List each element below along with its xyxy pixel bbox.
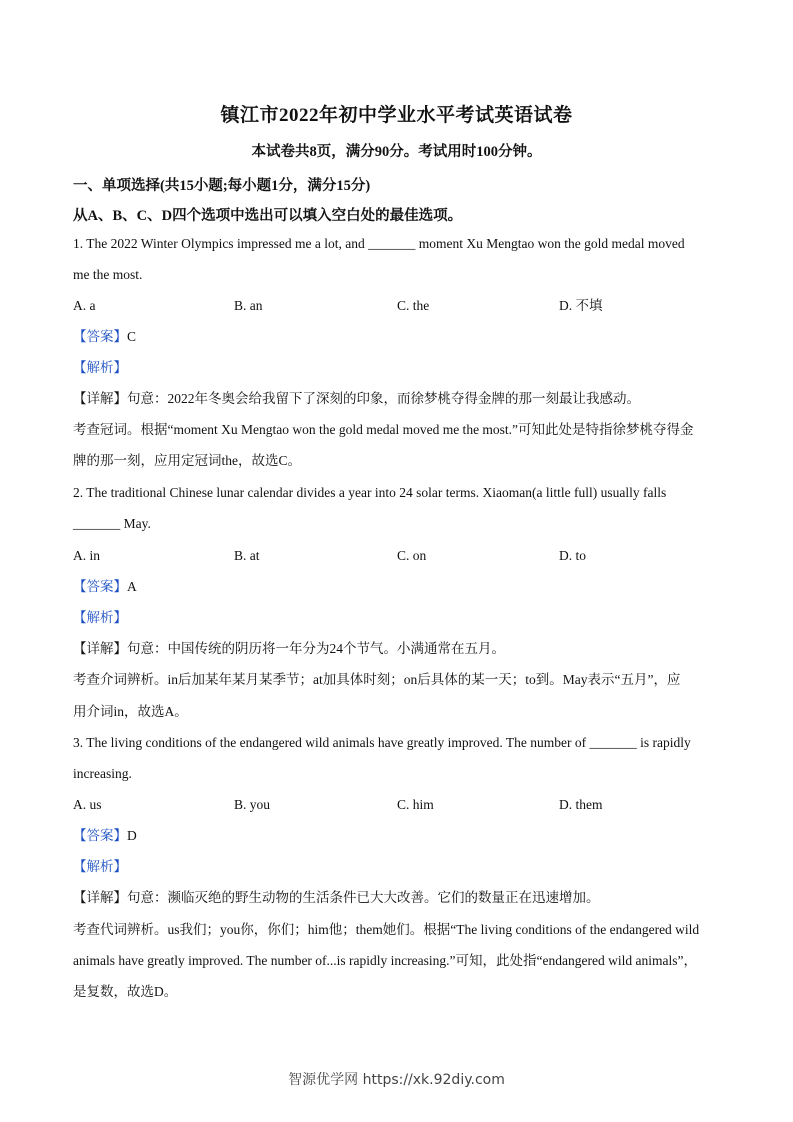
section-instruction: 从A、B、C、D四个选项中选出可以填入空白处的最佳选项。: [73, 208, 463, 224]
question-stem: 1. The 2022 Winter Olympics impressed me a lot, and _______ moment Xu Mengtao won the gold medal moved: [73, 236, 685, 251]
option-b: B. an: [234, 298, 263, 313]
analysis-tag: 【解析】: [73, 859, 127, 874]
detail-text: 句意：2022年冬奥会给我留下了深刻的印象，而徐梦桃夺得金牌的那一刻最让我感动。: [127, 391, 640, 406]
detail-line: [73, 640, 733, 658]
detail-tag: 【详解】: [73, 890, 127, 905]
option-b: B. you: [234, 797, 271, 812]
detail-line: 用介词in，故选A。: [73, 704, 188, 719]
detail-line: 牌的那一刻，应用定冠词the，故选C。: [73, 453, 301, 468]
option-a: A. in: [73, 548, 100, 563]
detail-line: [73, 889, 733, 907]
answer-value: D: [127, 828, 137, 843]
option-d: D. them: [559, 797, 603, 812]
option-d: D. 不填: [559, 298, 603, 313]
detail-line: 考查代词辨析。us我们；you你，你们；him他；them她们。根据“The living conditions of the endangered wild: [73, 922, 700, 937]
exam-subtitle: 本试卷共8页，满分90分。考试用时100分钟。: [251, 144, 542, 160]
detail-text: 句意：中国传统的阴历将一年分为24个节气。小满通常在五月。: [127, 641, 505, 656]
question-stem: 3. The living conditions of the endangered wild animals have greatly improved. The number of _______ is rapidly: [73, 735, 691, 750]
option-d: D. to: [559, 548, 586, 563]
page-title: 镇江市2022年初中学业水平考试英语试卷: [220, 105, 573, 126]
option-a: A. a: [73, 298, 96, 313]
detail-line: 考查介词辨析。in后加某年某月某季节；at加具体时刻；on后具体的某一天；to到。May表示“五月”，应: [73, 672, 681, 687]
detail-text: 句意：濒临灭绝的野生动物的生活条件已大大改善。它们的数量正在迅速增加。: [127, 890, 600, 905]
analysis-tag: 【解析】: [73, 610, 127, 625]
answer-line: [73, 827, 733, 845]
answer-line: [73, 328, 733, 346]
question-stem: _______ May.: [73, 516, 151, 531]
detail-line: 考查冠词。根据“moment Xu Mengtao won the gold medal moved me the most.”可知此处是特指徐梦桃夺得金: [73, 422, 694, 437]
footer-watermark: 智源优学网 https://xk.92diy.com: [288, 1072, 505, 1088]
option-c: C. him: [397, 797, 434, 812]
analysis-tag: 【解析】: [73, 360, 127, 375]
question-stem: me the most.: [73, 267, 143, 282]
answer-tag: 【答案】: [73, 579, 127, 594]
option-a: A. us: [73, 797, 102, 812]
question-stem: increasing.: [73, 766, 132, 781]
detail-tag: 【详解】: [73, 391, 127, 406]
answer-value: C: [127, 329, 137, 344]
answer-tag: 【答案】: [73, 329, 127, 344]
detail-line: animals have greatly improved. The number of...is rapidly increasing.”可知，此处指“endangered wild animals”，: [73, 953, 697, 968]
option-b: B. at: [234, 548, 260, 563]
detail-line: 是复数，故选D。: [73, 984, 178, 999]
answer-line: [73, 578, 733, 596]
section-heading: 一、单项选择(共15小题;每小题1分，满分15分): [73, 178, 371, 194]
detail-tag: 【详解】: [73, 641, 127, 656]
option-c: C. on: [397, 548, 427, 563]
answer-tag: 【答案】: [73, 828, 127, 843]
option-c: C. the: [397, 298, 430, 313]
answer-value: A: [127, 579, 137, 594]
detail-line: [73, 390, 733, 408]
question-stem: 2. The traditional Chinese lunar calendar divides a year into 24 solar terms. Xiaoman(a little full) usually falls: [73, 485, 667, 500]
